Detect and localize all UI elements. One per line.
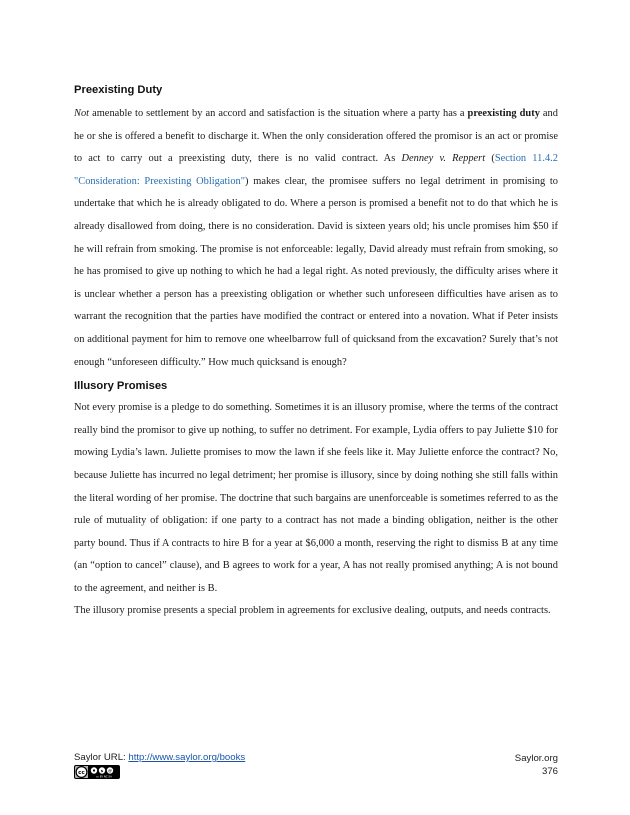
text-run: ) makes clear, the promisee suffers no legal detriment in promising to undertake that which he is already obligated to do. Where a person is promised a benefit not to do that which he is already disallowed from doing, there is no consideration. David is sixteen years old; his uncle promises him $50 if he will refrain from smoking. The promise is not enforceable: legally, David already must refrain from smoking, so he has promised to give up nothing to which he had a legal right. As noted previously, the difficulty arises where it is unclear whether a person has a preexisting obligation or whether such unforeseen difficulties have arisen as to warrant the recognition that the parties have modified the contract or entered into a novation. What if Peter insists on additional payment for him to remove one wheelbarrow full of quicksand from the excavation? Surely that’s not enough “unforeseen difficulty.” How much quicksand is enough? [74, 175, 558, 368]
heading-illusory-promises: Illusory Promises [74, 380, 168, 393]
footer-url-label: Saylor URL: [74, 752, 129, 763]
text-run: ( [485, 153, 495, 165]
text-run: amenable to settlement by an accord and satisfaction is the situation where a party has a [89, 108, 468, 119]
saylor-books-link[interactable]: http://www.saylor.org/books [128, 752, 246, 763]
page-content [74, 80, 558, 623]
paragraph-preexisting-duty [74, 103, 558, 374]
footer-url [74, 752, 245, 763]
paragraph-illusory-special-problem: The illusory promise presents a special problem in agreements for exclusive dealing, outputs, and needs contracts. [74, 605, 551, 617]
case-name-denney-v-reppert: Denney v. Reppert [401, 153, 486, 165]
heading-preexisting-duty: Preexisting Duty [74, 84, 163, 96]
text-run: and he or she is offered a benefit to discharge it. When the only consideration offered the promisor is an act or promise to act to carry out a preexisting duty, there is no valid contract. As [74, 108, 558, 165]
cc-by-nc-sa-icon [74, 765, 120, 779]
svg-text:@: @ [108, 768, 112, 773]
footer-site-page [515, 752, 558, 778]
section-link-consideration[interactable]: Section 11.4.2 "Consideration: Preexisting Obligation" [74, 153, 558, 187]
footer-site: Saylor.org [514, 753, 558, 764]
term-preexisting-duty: preexisting duty [467, 108, 540, 119]
page-number: 376 [541, 766, 558, 777]
svg-text:$: $ [100, 768, 104, 773]
paragraph-illusory-promises: Not every promise is a pledge to do something. Sometimes it is an illusory promise, where the terms of the contract really bind the promisor to give up nothing, to suffer no detriment. For example, Lydia offers to pay Juliette $10 for mowing Lydia’s lawn. Juliette promises to mow the lawn if she feels like it. May Juliette enforce the contract? No, because Juliette has incurred no legal detriment; her promise is illusory, since by doing nothing she still falls within the literal wording of her promise. The doctrine that such bargains are unenforceable is sometimes referred to as the rule of mutuality of obligation: if one party to a contract has not made a binding obligation, neither is the other party bound. Thus if A contracts to hire B for a year at $6,000 a month, reserving the right to dismiss B at any time (an “option to cancel” clause), and B agrees to work for a year, A has not really promised anything; A is not bound to the agreement, and neither is B. [74, 402, 558, 594]
emphasis-not: Not [74, 108, 90, 119]
svg-text:cc BY NC SA: cc BY NC SA [96, 775, 112, 779]
svg-text:cc: cc [78, 770, 85, 777]
